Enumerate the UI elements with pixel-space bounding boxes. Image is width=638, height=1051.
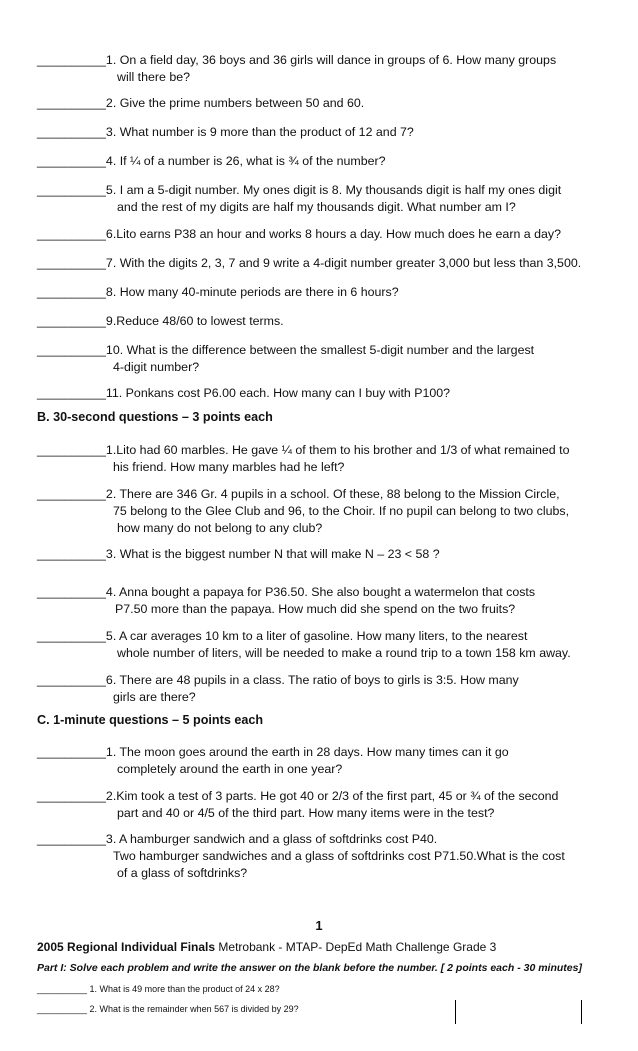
section-c-heading: C. 1-minute questions – 5 points each bbox=[37, 713, 264, 727]
answer-blank[interactable]: __________ bbox=[37, 285, 106, 299]
question-continuation: 4-digit number? bbox=[113, 360, 200, 374]
answer-blank[interactable]: __________ bbox=[37, 154, 106, 168]
answer-blank[interactable]: __________ bbox=[37, 343, 106, 357]
question-text: 2.Kim took a test of 3 parts. He got 40 or 2/3 of the first part, 45 or ¾ of the second bbox=[105, 789, 559, 803]
footer-title-rest: Metrobank - MTAP- DepEd Math Challenge Grade 3 bbox=[215, 940, 497, 954]
question-item bbox=[37, 831, 565, 882]
question-text: 1. On a field day, 36 boys and 36 girls will dance in groups of 6. How many groups bbox=[105, 53, 557, 67]
answer-blank[interactable]: __________ bbox=[37, 547, 106, 561]
question-text: 6.Lito earns P38 an hour and works 8 hours a day. How much does he earn a day? bbox=[105, 227, 561, 241]
question-item bbox=[37, 628, 571, 662]
question-text: 2. There are 346 Gr. 4 pupils in a school. Of these, 88 belong to the Mission Circle, bbox=[105, 487, 560, 501]
footer-question-1: __________ 1. What is 49 more than the product of 24 x 28? bbox=[37, 984, 280, 994]
answer-blank[interactable]: __________ bbox=[37, 386, 106, 400]
question-continuation: P7.50 more than the papaya. How much did she spend on the two fruits? bbox=[115, 602, 516, 616]
footer-question-2: __________ 2. What is the remainder when 567 is divided by 29? bbox=[37, 1004, 299, 1014]
question-continuation: will there be? bbox=[117, 70, 191, 84]
question-text: 6. There are 48 pupils in a class. The ratio of boys to girls is 3:5. How many bbox=[105, 673, 519, 687]
question-text: 3. What is the biggest number N that will make N – 23 < 58 ? bbox=[105, 547, 440, 561]
question-continuation: and the rest of my digits are half my thousands digit. What number am I? bbox=[117, 200, 516, 214]
answer-blank[interactable]: __________ bbox=[37, 227, 106, 241]
question-item bbox=[37, 153, 386, 170]
question-text: 9.Reduce 48/60 to lowest terms. bbox=[105, 314, 284, 328]
question-continuation: of a glass of softdrinks? bbox=[117, 866, 248, 880]
section-b-heading: B. 30-second questions – 3 points each bbox=[37, 410, 273, 424]
question-item bbox=[37, 788, 558, 822]
answer-blank[interactable]: __________ bbox=[37, 629, 106, 643]
question-text: 3. What number is 9 more than the product of 12 and 7? bbox=[105, 125, 414, 139]
question-continuation: 75 belong to the Glee Club and 96, to the Choir. If no pupil can belong to two clubs, bbox=[113, 504, 570, 518]
question-item bbox=[37, 95, 364, 112]
question-text: 4. Anna bought a papaya for P36.50. She also bought a watermelon that costs bbox=[105, 585, 536, 599]
answer-blank[interactable]: __________ bbox=[37, 183, 106, 197]
answer-blank[interactable]: __________ bbox=[37, 789, 106, 803]
answer-blank[interactable]: __________ bbox=[37, 96, 106, 110]
question-item bbox=[37, 342, 534, 376]
answer-blank[interactable]: __________ bbox=[37, 585, 106, 599]
question-item bbox=[37, 124, 414, 141]
answer-blank[interactable]: __________ bbox=[37, 745, 106, 759]
question-item bbox=[37, 313, 284, 330]
answer-blank[interactable]: __________ bbox=[37, 125, 106, 139]
answer-blank[interactable]: __________ bbox=[37, 832, 106, 846]
question-continuation: part and 40 or 4/5 of the third part. How many items were in the test? bbox=[117, 806, 495, 820]
question-continuation: whole number of liters, will be needed to make a round trip to a town 158 km away. bbox=[117, 646, 571, 660]
question-item bbox=[37, 255, 581, 272]
question-item bbox=[37, 672, 519, 706]
footer-title-bold: 2005 Regional Individual Finals bbox=[37, 940, 216, 954]
question-text: 8. How many 40-minute periods are there in 6 hours? bbox=[105, 285, 399, 299]
question-item bbox=[37, 584, 535, 618]
question-item bbox=[37, 284, 399, 301]
question-continuation: Two hamburger sandwiches and a glass of softdrinks cost P71.50.What is the cost bbox=[113, 849, 565, 863]
question-text: 1. The moon goes around the earth in 28 days. How many times can it go bbox=[105, 745, 509, 759]
question-item bbox=[37, 226, 561, 243]
question-item bbox=[37, 182, 561, 216]
page-number: 1 bbox=[315, 918, 323, 933]
question-text: 4. If ¼ of a number is 26, what is ¾ of the number? bbox=[105, 154, 386, 168]
footer-instructions: Part I: Solve each problem and write the answer on the blank before the number. [ 2 points each - 30 minutes] bbox=[37, 962, 582, 974]
question-text: 5. I am a 5-digit number. My ones digit is 8. My thousands digit is half my ones digit bbox=[105, 183, 562, 197]
divider-line bbox=[455, 1000, 456, 1024]
question-item bbox=[37, 52, 556, 86]
answer-blank[interactable]: __________ bbox=[37, 443, 106, 457]
divider-line bbox=[581, 1000, 582, 1024]
question-text: 1.Lito had 60 marbles. He gave ¼ of them to his brother and 1/3 of what remained to bbox=[105, 443, 570, 457]
question-text: 11. Ponkans cost P6.00 each. How many can I buy with P100? bbox=[105, 386, 451, 400]
question-continuation: completely around the earth in one year? bbox=[117, 762, 343, 776]
question-text: 10. What is the difference between the smallest 5-digit number and the largest bbox=[105, 343, 535, 357]
question-item bbox=[37, 442, 569, 476]
answer-blank[interactable]: __________ bbox=[37, 314, 106, 328]
answer-blank[interactable]: __________ bbox=[37, 53, 106, 67]
question-item bbox=[37, 744, 509, 778]
question-text: 5. A car averages 10 km to a liter of gasoline. How many liters, to the nearest bbox=[105, 629, 528, 643]
answer-blank[interactable]: __________ bbox=[37, 256, 106, 270]
question-text: 7. With the digits 2, 3, 7 and 9 write a 4-digit number greater 3,000 but less than 3,500. bbox=[105, 256, 582, 270]
question-item bbox=[37, 385, 450, 402]
question-item bbox=[37, 486, 569, 537]
answer-blank[interactable]: __________ bbox=[37, 673, 106, 687]
question-continuation: girls are there? bbox=[113, 690, 196, 704]
question-text: 2. Give the prime numbers between 50 and 60. bbox=[105, 96, 365, 110]
question-continuation: his friend. How many marbles had he left? bbox=[113, 460, 345, 474]
question-text: 3. A hamburger sandwich and a glass of softdrinks cost P40. bbox=[105, 832, 438, 846]
answer-blank[interactable]: __________ bbox=[37, 487, 106, 501]
question-continuation: how many do not belong to any club? bbox=[117, 521, 323, 535]
question-item bbox=[37, 546, 440, 563]
footer-title bbox=[37, 940, 496, 954]
